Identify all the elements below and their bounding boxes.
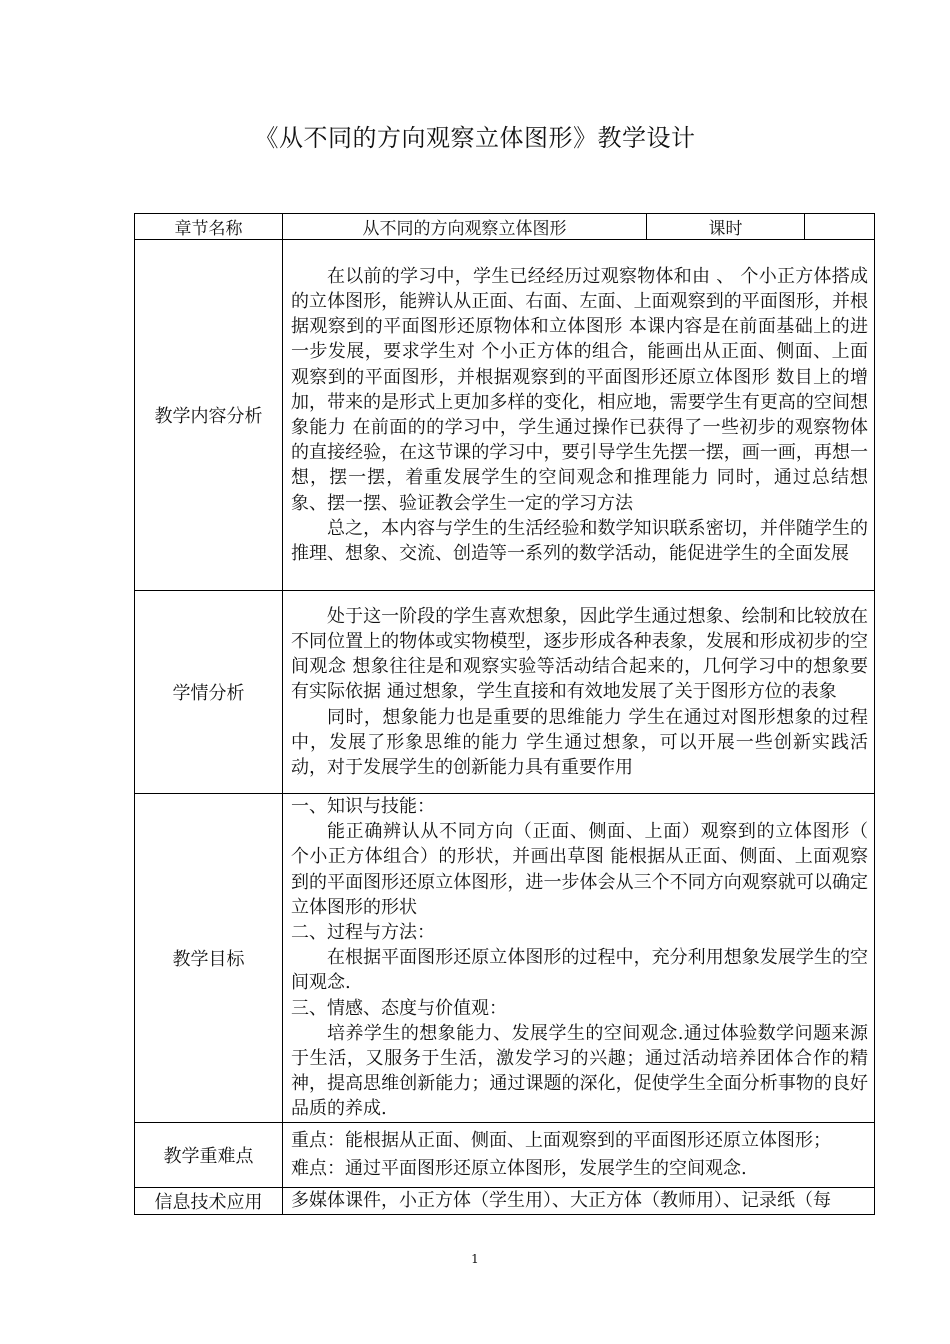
table-row bbox=[135, 214, 875, 240]
goals-label: 教学目标 bbox=[135, 794, 283, 1123]
table-row bbox=[135, 1187, 875, 1214]
goals-cell bbox=[283, 794, 875, 1123]
document-title: 《从不同的方向观察立体图形》教学设计 bbox=[254, 124, 696, 152]
chapter-name-value: 从不同的方向观察立体图形 bbox=[283, 214, 647, 240]
page-number: 1 bbox=[471, 1252, 479, 1266]
lesson-design-table bbox=[134, 213, 875, 1215]
table-row bbox=[135, 240, 875, 591]
period-label: 课时 bbox=[647, 214, 805, 240]
table-row bbox=[135, 1122, 875, 1187]
paragraph: 同时，想象能力也是重要的思维能力 学生在通过对图形想象的过程中，发展了形象思维的能力 学生通过想象，可以开展一些创新实践活动，对于发展学生的创新能力具有重要作用 bbox=[291, 706, 868, 778]
key-points-cell bbox=[283, 1122, 875, 1187]
paragraph: 在根据平面图形还原立体图形的过程中，充分利用想象发展学生的空间观念. bbox=[291, 947, 868, 994]
goal-heading: 二、过程与方法： bbox=[291, 922, 435, 944]
goal-heading: 一、知识与技能： bbox=[291, 796, 435, 817]
paragraph: 处于这一阶段的学生喜欢想象，因此学生通过想象、绘制和比较放在不同位置上的物体或实物模型，逐步形成各种表象，发展和形成初步的空间观念 想象往往是和观察实验等活动结合起来的，几何学习中的想象要有实际依据 通过想象，学生直接和有效地发展了关于图形方位的表象 bbox=[291, 605, 868, 703]
chapter-name-label: 章节名称 bbox=[135, 214, 283, 240]
content-analysis-label: 教学内容分析 bbox=[135, 240, 283, 591]
goal-heading: 三、情感、态度与价值观： bbox=[291, 997, 507, 1019]
key-points-label: 教学重难点 bbox=[135, 1122, 283, 1187]
table-row bbox=[135, 591, 875, 794]
paragraph: 能正确辨认从不同方向（正面、侧面、上面）观察到的立体图形（ 个小正方体组合）的形状，并画出草图 能根据从正面、侧面、上面观察到的平面图形还原立体图形，进一步体会从三个不同方向观察就可以确定立体图形的形状 bbox=[291, 821, 868, 918]
period-value bbox=[805, 214, 875, 240]
student-analysis-cell bbox=[283, 591, 875, 794]
paragraph: 培养学生的想象能力、发展学生的空间观念.通过体验数学问题来源于生活，又服务于生活，激发学习的兴趣；通过活动培养团体合作的精神，提高思维创新能力；通过课题的深化，促使学生全面分析事物的良好品质的养成. bbox=[291, 1022, 868, 1120]
paragraph: 总之，本内容与学生的生活经验和数学知识联系密切，并伴随学生的推理、想象、交流、创造等一系列的数学活动，能促进学生的全面发展 bbox=[291, 517, 868, 565]
student-analysis-label: 学情分析 bbox=[135, 591, 283, 794]
paragraph: 在以前的学习中，学生已经经历过观察物体和由 、 个小正方体搭成的立体图形，能辨认从正面、右面、左面、上面观察到的平面图形，并根据观察到的平面图形还原物体和立体图形 本课内容是在前面基础上的进一步发展，要求学生对 个小正方体的组合，能画出从正面、侧面、上面观察到的平面图形，并根据观察到的平面图形还原立体图形 数目上的增加，带来的是形式上更加多样的变化，相应地，需要学生有更高的空间想象能力 在前面的的学习中，学生通过操作已获得了一些初步的观察物体的直接经验，在这节课的学习中，要引导学生先摆一摆，画一画，再想一想，摆一摆，着重发展学生的空间观念和推理能力 同时，通过总结想象、摆一摆、验证教会学生一定的学习方法 bbox=[291, 265, 868, 514]
difficult-point: 难点：通过平面图形还原立体图形，发展学生的空间观念. bbox=[291, 1157, 747, 1179]
content-analysis-cell bbox=[283, 240, 875, 591]
key-point: 重点：能根据从正面、侧面、上面观察到的平面图形还原立体图形； bbox=[291, 1129, 831, 1151]
it-application-value: 多媒体课件，小正方体（学生用）、大正方体（教师用）、记录纸（每 bbox=[283, 1187, 875, 1214]
it-application-label: 信息技术应用 bbox=[135, 1187, 283, 1214]
table-row bbox=[135, 794, 875, 1123]
